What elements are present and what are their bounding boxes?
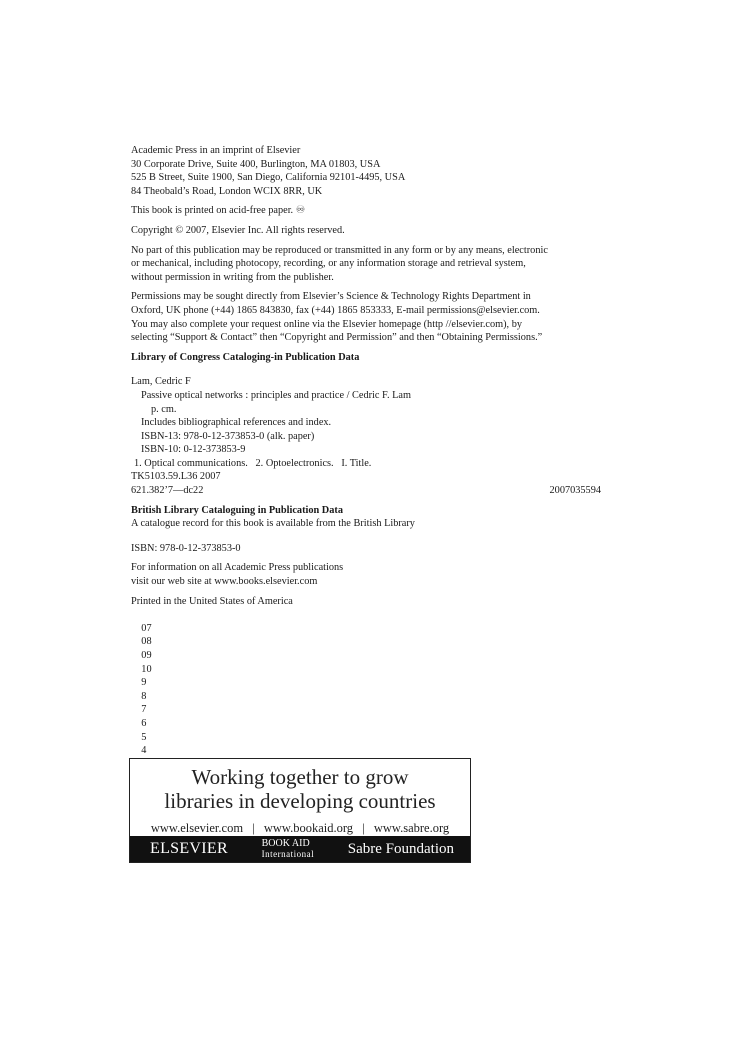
publisher-line: Academic Press in an imprint of Elsevier [131, 145, 301, 156]
banner-links [130, 821, 470, 836]
loc-pages: p. cm. [151, 403, 177, 415]
banner-logo-bar [130, 836, 470, 862]
print-number: 8 [141, 690, 147, 702]
publisher-line: 30 Corporate Drive, Suite 400, Burlington, MA 01803, USA [131, 158, 381, 170]
sabre-link: www.sabre.org [373, 821, 450, 835]
loc-title: Passive optical networks : principles and practice / Cedric F. Lam [141, 389, 411, 401]
banner-heading-line: libraries in developing countries [164, 789, 436, 813]
isbn-line: ISBN: 978-0-12-373853-0 [131, 542, 241, 554]
link-separator: | [362, 821, 365, 835]
bookaid-link: www.bookaid.org [263, 821, 354, 835]
permissions-line: Oxford, UK phone (+44) 1865 843830, fax (+44) 1865 853333, E-mail permissions@elsevier.com. [131, 304, 540, 316]
publisher-block [131, 144, 601, 198]
permissions-line: Permissions may be sought directly from Elsevier’s Science & Technology Rights Department in [131, 291, 531, 303]
print-number: 6 [141, 717, 147, 729]
print-number: 9 [141, 677, 147, 689]
permissions-block [131, 290, 601, 344]
loc-isbn13: ISBN-13: 978-0-12-373853-0 (alk. paper) [141, 430, 315, 442]
loc-author: Lam, Cedric F [131, 376, 191, 388]
loc-lcc: TK5103.59.L36 2007 [131, 471, 221, 483]
bookaid-logo-line: International [261, 849, 315, 859]
no-part-line: or mechanical, including photocopy, recording, or any information storage and retrieval system, [131, 258, 526, 270]
bl-heading: British Library Cataloguing in Publication Data [131, 504, 343, 516]
publisher-line: 84 Theobald’s Road, London WCIX 8RR, UK [131, 185, 323, 197]
bookaid-logo [262, 839, 314, 859]
print-number: 7 [141, 704, 147, 716]
no-part-line: without permission in writing from the publisher. [131, 271, 334, 283]
print-number: 4 [141, 745, 147, 757]
loc-isbn10: ISBN-10: 0-12-373853-9 [141, 444, 246, 456]
permissions-line: selecting “Support & Contact” then “Copyright and Permission” and then “Obtaining Permissions.” [131, 332, 543, 344]
no-part-block [131, 244, 601, 285]
bookaid-logo-line: BOOK AID [261, 838, 310, 849]
bl-text: A catalogue record for this book is available from the British Library [131, 518, 415, 530]
publisher-line: 525 B Street, Suite 1900, San Diego, California 92101-4495, USA [131, 172, 406, 184]
elsevier-link: www.elsevier.com [150, 821, 244, 835]
banner-heading [130, 759, 470, 813]
print-number: 10 [141, 663, 152, 675]
loc-ddc: 621.382’7—dc22 [131, 485, 204, 497]
printed-line: Printed in the United States of America [131, 595, 293, 607]
loc-record [131, 375, 601, 497]
print-number: 09 [141, 650, 152, 661]
loc-subjects: 1. Optical communications. 2. Optoelectronics. I. Title. [134, 457, 372, 469]
loc-refs: Includes bibliographical references and index. [141, 417, 332, 429]
sabre-logo: Sabre Foundation [347, 840, 454, 857]
info-line: visit our web site at www.books.elsevier.com [131, 576, 318, 588]
banner-heading-line: Working together to grow [191, 765, 409, 789]
no-part-line: No part of this publication may be reproduced or transmitted in any form or by any means, electronic [131, 244, 548, 256]
loc-lccn: 2007035594 [549, 485, 601, 497]
book-aid-banner [129, 758, 471, 863]
copyright-line: Copyright © 2007, Elsevier Inc. All rights reserved. [131, 224, 345, 236]
elsevier-logo: ELSEVIER [150, 840, 228, 857]
print-number: 08 [141, 636, 152, 648]
loc-heading: Library of Congress Cataloging-in Publication Data [131, 351, 360, 363]
permissions-line: You may also complete your request online via the Elsevier homepage (http //elsevier.com), by [131, 318, 522, 330]
copyright-page [131, 144, 601, 812]
link-separator: | [252, 821, 255, 835]
acid-free-note: This book is printed on acid-free paper. ♾ [131, 205, 305, 217]
loc-ddc-row [131, 484, 601, 498]
info-line: For information on all Academic Press publications [131, 562, 344, 574]
print-number: 07 [141, 622, 152, 634]
print-number: 5 [141, 731, 147, 743]
